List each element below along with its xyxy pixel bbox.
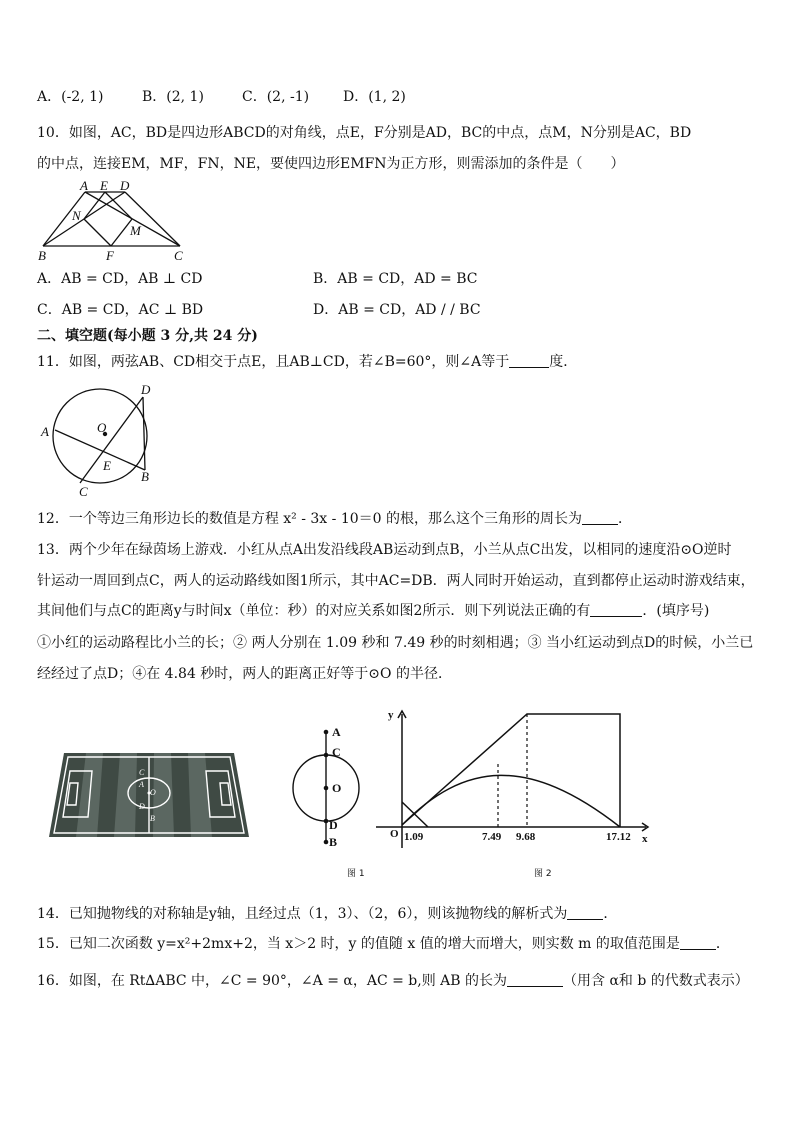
section-2-title: 二、填空题(每小题 3 分,共 24 分) [37,328,258,344]
q13-figure-2-graph [368,702,658,852]
graph-tick-9-68: 9.68 [516,831,536,843]
q11-circle-figure [35,380,165,500]
q10-stem-line1: 10．如图，AC，BD是四边形ABCD的对角线，点E，F分别是AD，BC的中点，点M，N分别是AC，BD [37,125,692,141]
q13-figure-1 [285,722,365,850]
q15-answer-blank[interactable] [680,935,716,950]
q13-stem-line3 [37,601,709,621]
q16-answer-blank[interactable] [507,972,563,987]
q10-option-d: D．AB = CD，AD / / BC [313,302,481,318]
q11-text: 11．如图，两弦AB、CD相交于点E，且AB⊥CD，若∠B=60°，则∠A等于 [37,354,510,370]
q13-stem-line2: 针运动一周回到点C，两人的运动路线如图1所示，其中AC=DB．两人同时开始运动，直到都停止运动时游戏结束， [37,573,755,589]
q11-label-b: B [141,469,149,484]
graph-origin-label: O [390,828,399,840]
q11-label-o: O [97,420,107,435]
q14-stem [37,904,617,924]
q12-text-end: ． [618,511,633,527]
fig1-label-b: B [329,835,338,849]
q11-label-e: E [103,458,111,473]
q14-text-end: ． [603,906,618,922]
q9-option-d: D．(1, 2) [343,89,406,105]
q10-quadrilateral-figure [30,180,200,262]
graph-tick-7-49: 7.49 [482,831,502,843]
q15-stem [37,934,730,954]
field-label-a: A [139,780,144,789]
figure-1-caption: 图 1 [347,869,365,879]
q10-label-d: D [120,180,130,193]
field-label-o: O [150,788,156,797]
q10-option-b: B．AB = CD，AD = BC [313,271,478,287]
soccer-field-image [46,747,252,841]
q12-answer-blank[interactable] [582,510,618,525]
fig1-label-o: O [332,781,342,795]
graph-tick-1-09: 1.09 [404,831,424,843]
q10-option-a: A．AB = CD，AB ⊥ CD [37,271,203,287]
q16-stem [37,971,749,991]
q10-label-e: E [100,180,108,193]
fig1-label-a: A [332,725,341,739]
fig1-label-c: C [332,745,341,759]
q13-statements-line2: 经经过了点D；④在 4.84 秒时，两人的距离正好等于⊙O 的半径． [37,666,452,682]
q13-statements-line1: ①小红的运动路程比小兰的长；② 两人分别在 1.09 秒和 7.49 秒的时刻相遇；③ 当小红运动到点D的时候，小兰已 [37,635,754,651]
graph-tick-17-12: 17.12 [606,831,631,843]
q10-label-b: B [38,248,46,262]
q11-answer-blank[interactable] [509,353,549,368]
q12-stem [37,509,632,529]
figure-2-caption: 图 2 [534,869,552,879]
q10-option-c: C．AB = CD，AC ⊥ BD [37,302,204,318]
q9-option-b: B．(2, 1) [142,89,204,105]
q9-option-c: C．(2, -1) [242,89,310,105]
q9-option-a: A．(-2, 1) [37,89,104,105]
q10-stem-line2: 的中点，连接EM，MF，FN，NE，要使四边形EMFN为正方形，则需添加的条件是（ ） [37,156,625,172]
q11-label-c: C [79,484,88,499]
field-label-c: C [139,768,145,777]
field-label-d: D [139,802,145,811]
q13-answer-blank[interactable] [590,602,642,617]
q15-text: 15．已知二次函数 y=x²+2mx+2，当 x＞2 时，y 的值随 x 值的增大而增大，则实数 m 的取值范围是 [37,936,680,952]
graph-y-axis-label: y [388,709,394,721]
q10-label-f: F [106,248,114,262]
q11-text-end: 度． [549,354,578,370]
fig1-label-d: D [329,818,338,832]
q16-text: 16．如图，在 Rt∆ABC 中，∠C = 90°，∠A = α，AC = b,则 AB 的长为 [37,973,508,989]
q15-text-end: ． [715,936,730,952]
q10-label-c: C [174,248,183,262]
q11-stem [37,352,577,372]
q13-text: 其间他们与点C的距离y与时间x（单位：秒）的对应关系如图2所示．则下列说法正确的有 [37,603,591,619]
q11-label-d: D [141,382,151,397]
q16-text-end: （用含 α和 b 的代数式表示） [563,973,749,989]
q10-label-a: A [80,180,88,193]
q13-text-end: ．(填序号) [642,603,710,619]
field-label-b: B [150,814,155,823]
q10-label-n: N [72,208,81,223]
q10-label-m: M [130,223,141,238]
q11-label-a: A [41,424,49,439]
q14-text: 14．已知抛物线的对称轴是y轴，且经过点（1，3）、（2，6），则该抛物线的解析式为 [37,906,568,922]
q14-answer-blank[interactable] [567,905,603,920]
q12-text: 12．一个等边三角形边长的数值是方程 x² - 3x - 10＝0 的根，那么这个三角形的周长为 [37,511,583,527]
q13-stem-line1: 13．两个少年在绿茵场上游戏．小红从点A出发沿线段AB运动到点B，小兰从点C出发，以相同的速度沿⊙O逆时 [37,542,732,558]
graph-x-axis-label: x [642,833,648,845]
